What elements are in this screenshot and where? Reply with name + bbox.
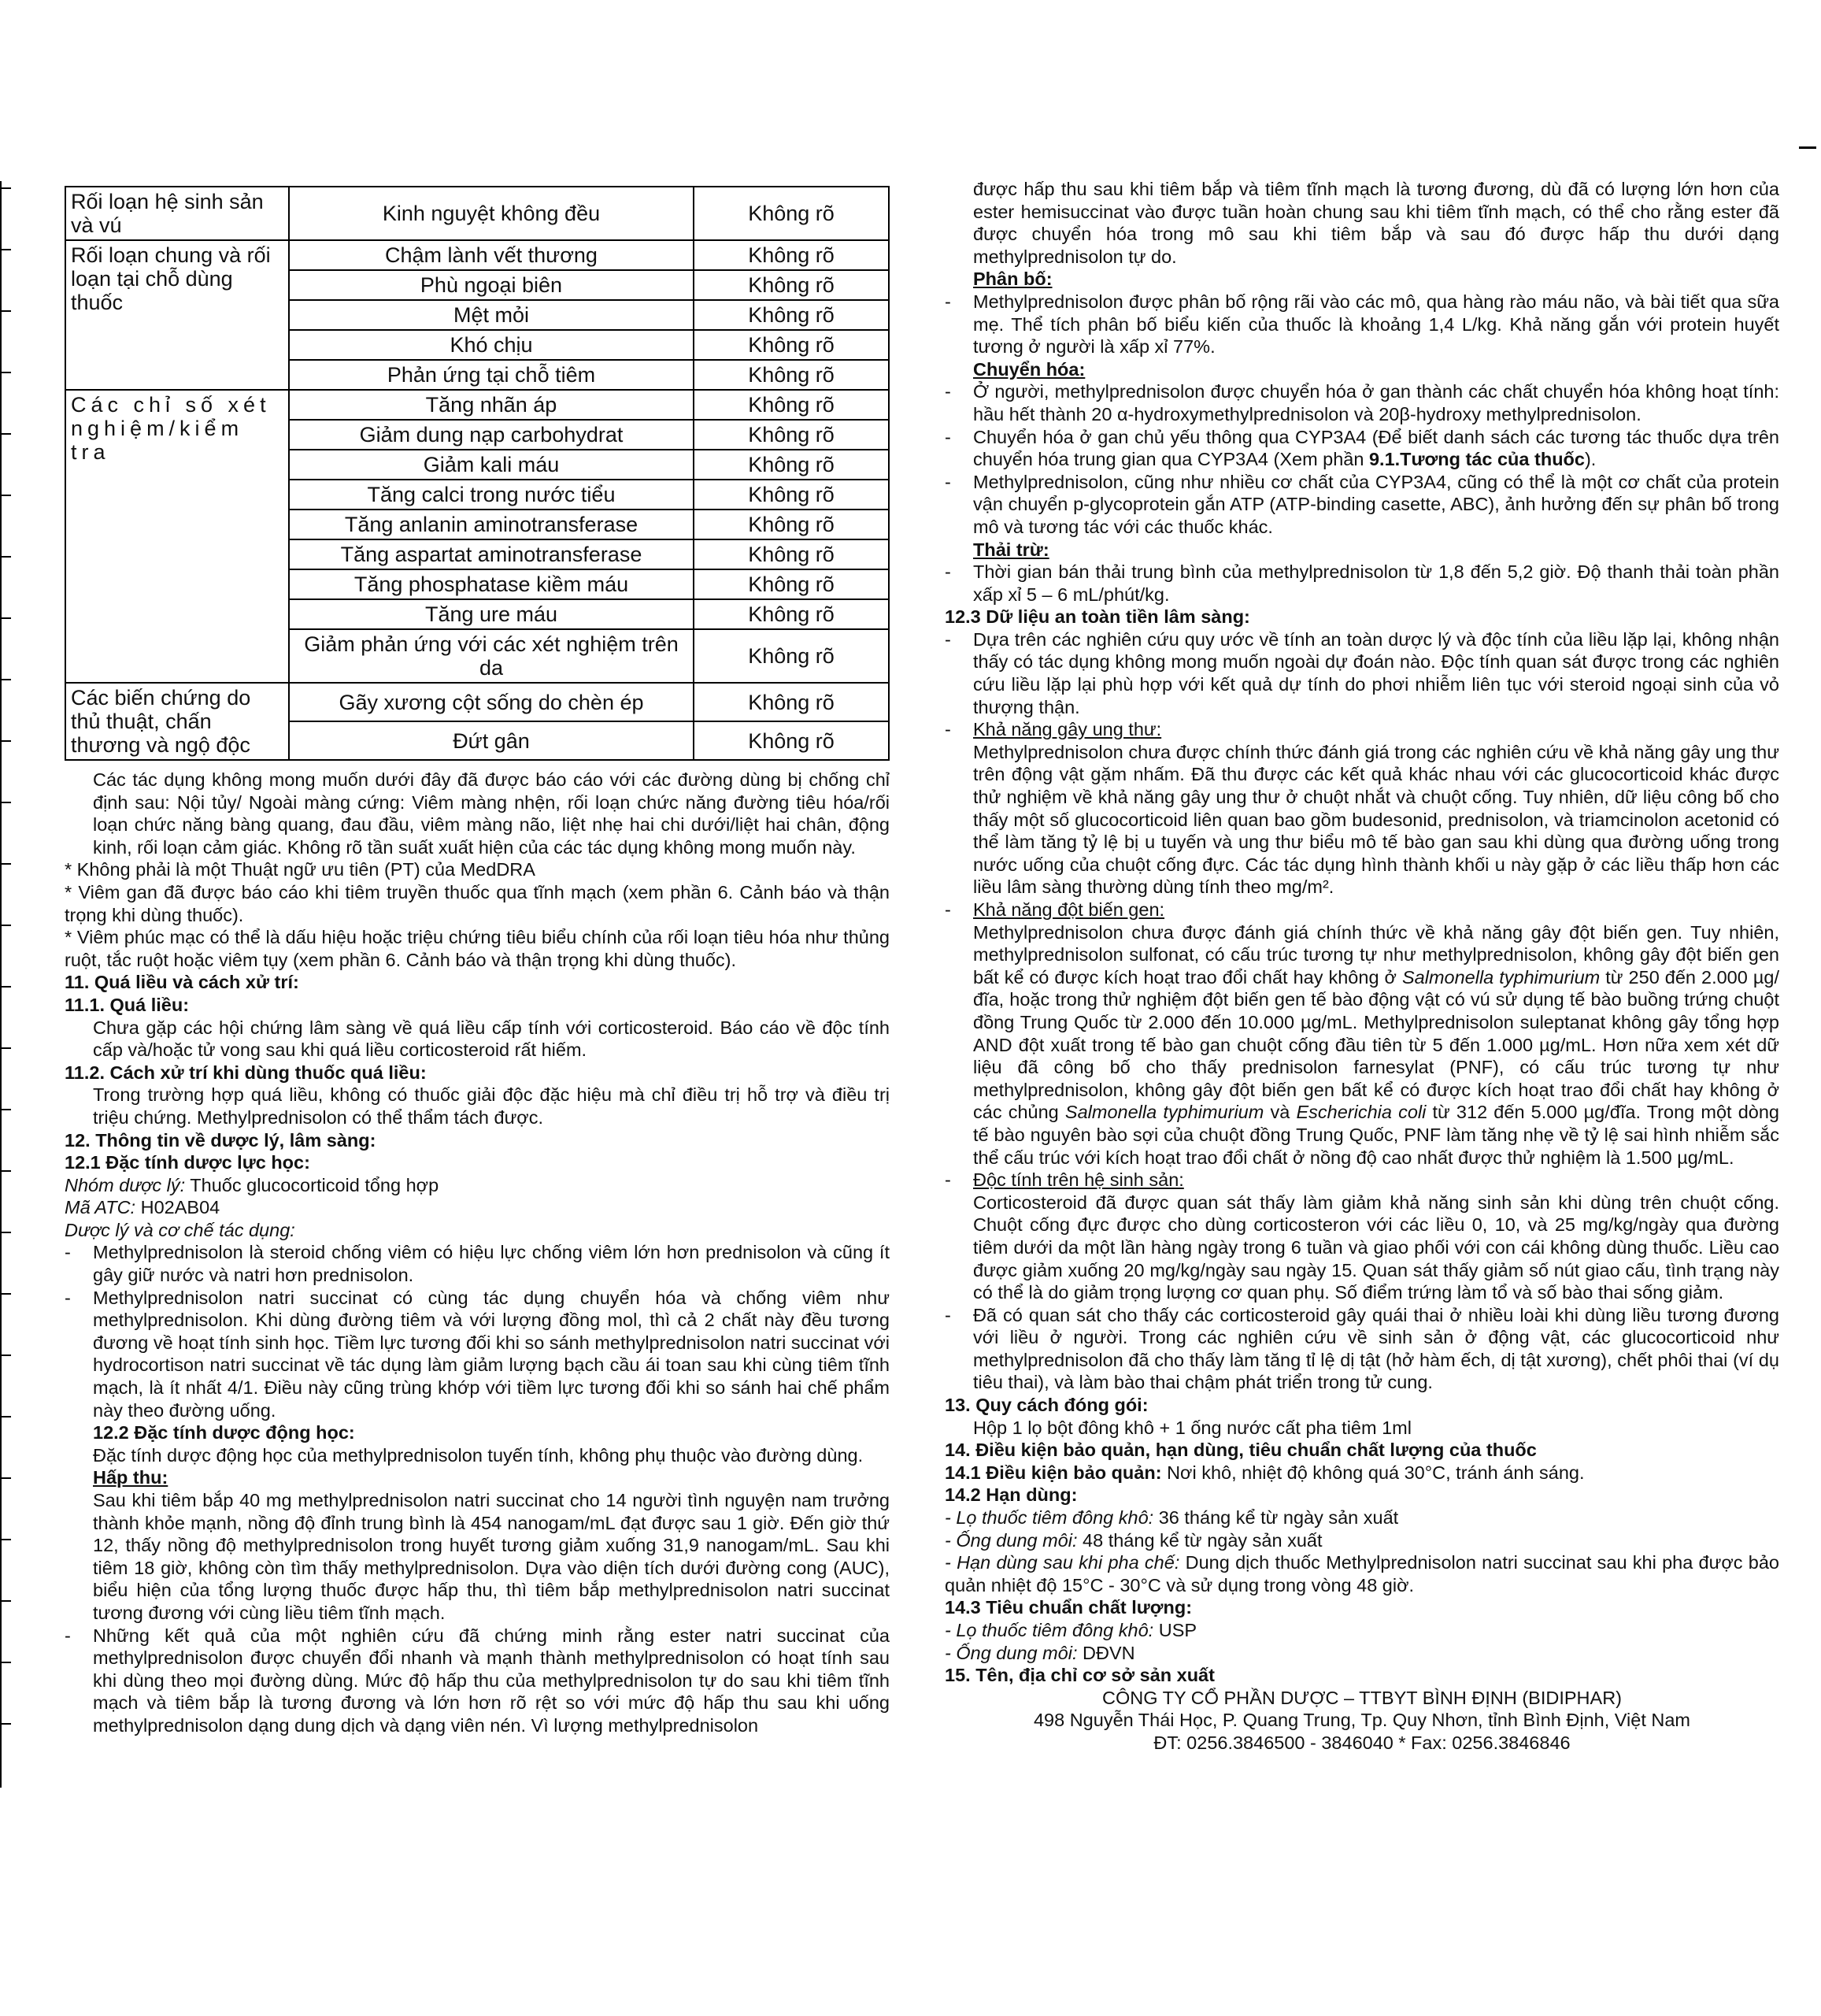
text: Chuyển hóa ở gan chủ yếu thông qua CYP3A4 (Để biết danh sách các tương tác thuốc dựa trên chuyển hóa trung gian qua CYP3A4 (Xem phần bbox=[973, 426, 1779, 470]
edge-tick bbox=[0, 495, 11, 496]
edge-tick bbox=[0, 187, 11, 189]
organ-class-cell: Các biến chứng do thủ thuật, chấn thương và ngộ độc bbox=[65, 683, 289, 760]
edge-tick bbox=[0, 925, 11, 926]
paragraph: Các tác dụng không mong muốn dưới đây đã được báo cáo với các đường dùng bị chống chỉ định sau: Nội tủy/ Ngoài màng cứng: Viêm màng nhện, rối loạn chức năng đường tiêu hóa/rối loạn chức năng bàng quang, đau đầu, viêm màng não, liệt nhẹ hai chi dưới/liệt hai chân, động kinh, rối loạn cảm giác. Không rõ tần suất xuất hiện của các tác dụng không mong muốn này. bbox=[93, 769, 890, 858]
adverse-effect-cell: Gãy xương cột sống do chèn ép bbox=[289, 683, 694, 721]
edge-tick bbox=[0, 1600, 11, 1602]
adverse-effect-cell: Đứt gân bbox=[289, 721, 694, 760]
drug-group-line bbox=[65, 1174, 890, 1197]
heading: 12.3 Dữ liệu an toàn tiền lâm sàng: bbox=[945, 606, 1250, 628]
subheading: Thải trừ: bbox=[973, 539, 1049, 560]
edge-tick bbox=[0, 1662, 11, 1663]
frequency-cell: Không rõ bbox=[694, 270, 889, 300]
edge-tick bbox=[0, 617, 11, 619]
frequency-cell: Không rõ bbox=[694, 187, 889, 240]
edge-tick bbox=[0, 1723, 11, 1725]
table-row bbox=[65, 240, 889, 270]
bullet-heading: - Khả năng gây ung thư: bbox=[945, 718, 1779, 741]
paragraph: được hấp thu sau khi tiêm bắp và tiêm tĩnh mạch là tương đương, dù đã có lượng lớn hơn của ester hemisuccinat vào được tuần hoàn chung sau khi tiêm tĩnh mạch, có thể cho rằng ester đã được chuyển hóa trong mô sau khi tiêm bắp và sau đó được hấp thu dưới dạng methylprednisolon tự do. bbox=[973, 179, 1779, 267]
label: 14.1 Điều kiện bảo quản: bbox=[945, 1462, 1162, 1483]
company-phone: ĐT: 0256.3846500 - 3846040 * Fax: 0256.3846846 bbox=[1153, 1732, 1571, 1753]
heading: 12.2 Đặc tính dược động học: bbox=[93, 1422, 355, 1443]
storage-line bbox=[945, 1462, 1779, 1484]
shelf-life-line bbox=[945, 1551, 1779, 1596]
heading: 14. Điều kiện bảo quản, hạn dùng, tiêu chuẩn chất lượng của thuốc bbox=[945, 1440, 1537, 1461]
adverse-effect-cell: Tăng aspartat aminotransferase bbox=[289, 539, 694, 569]
adverse-effect-cell: Tăng phosphatase kiềm máu bbox=[289, 569, 694, 599]
footnote: * Viêm phúc mạc có thể là dấu hiệu hoặc triệu chứng tiêu biểu chính của rối loạn tiêu hóa như thủng ruột, tắc ruột hoặc viêm tụy (xem phần 6. Cảnh báo và thận trọng khi dùng thuốc). bbox=[65, 927, 890, 970]
standard-line bbox=[945, 1619, 1779, 1642]
subheading: Dược lý và cơ chế tác dụng: bbox=[65, 1219, 295, 1240]
heading: 12. Thông tin về dược lý, lâm sàng: bbox=[65, 1129, 376, 1151]
heading: 15. Tên, địa chỉ cơ sở sản xuất bbox=[945, 1665, 1215, 1686]
heading: 11.1. Quá liều: bbox=[65, 994, 190, 1015]
frequency-cell: Không rõ bbox=[694, 450, 889, 480]
bullet: - Methylprednisolon, cũng như nhiều cơ chất của CYP3A4, cũng có thể là một cơ chất của protein vận chuyển p-glycoprotein gắn ATP (ATP-binding casette, ABC), ảnh hưởng đến sự phân bố trong mô và tương tác với các thuốc khác. bbox=[945, 471, 1779, 539]
standard-line bbox=[945, 1642, 1779, 1665]
text: ). bbox=[1584, 449, 1597, 470]
value: 36 tháng kể từ ngày sản xuất bbox=[1153, 1507, 1399, 1529]
paragraph: Đặc tính dược động học của methylprednisolon tuyến tính, không phụ thuộc vào đường dùng. bbox=[93, 1444, 864, 1466]
edge-tick bbox=[0, 802, 11, 803]
bullet bbox=[945, 426, 1779, 471]
edge-tick bbox=[0, 1047, 11, 1049]
value: H02AB04 bbox=[135, 1197, 220, 1218]
label: - Ống dung môi: bbox=[945, 1529, 1078, 1551]
heading: 11.2. Cách xử trí khi dùng thuốc quá liều: bbox=[65, 1062, 427, 1083]
bullet-heading: - Khả năng đột biến gen: bbox=[945, 899, 1779, 921]
heading: 11. Quá liều và cách xử trí: bbox=[65, 972, 299, 993]
label: - Hạn dùng sau khi pha chế: bbox=[945, 1552, 1180, 1573]
frequency-cell: Không rõ bbox=[694, 569, 889, 599]
frequency-cell: Không rõ bbox=[694, 300, 889, 330]
paragraph: Trong trường hợp quá liều, không có thuốc giải độc đặc hiệu mà chỉ điều trị hỗ trợ và điều trị triệu chứng. Methylprednisolon có thể thẩm tách được. bbox=[93, 1084, 890, 1128]
value: 48 tháng kể từ ngày sản xuất bbox=[1077, 1529, 1323, 1551]
edge-tick bbox=[0, 1170, 11, 1172]
edge-tick bbox=[0, 372, 11, 373]
atc-line bbox=[65, 1196, 890, 1219]
organ-class-cell: Các chỉ số xét nghiệm/kiểm tra bbox=[65, 390, 289, 683]
frequency-cell: Không rõ bbox=[694, 480, 889, 510]
edge-tick bbox=[0, 556, 11, 558]
adverse-effect-cell: Chậm lành vết thương bbox=[289, 240, 694, 270]
adverse-effect-cell: Khó chịu bbox=[289, 330, 694, 360]
text: từ 312 đến 5.000 µg/đĩa. Trong một dòng tế bào nguyên bào sợi của chuột đồng Trung Quốc, PNF làm tăng nhẹ về tỷ lệ sai hình nhiễm sắc thể cấu trúc với kích hoạt trao đổi chất ở nồng độ cao nhất được thử nghiệm là 1.500 µg/mL. bbox=[973, 1102, 1779, 1168]
edge-tick bbox=[0, 1477, 11, 1479]
heading: 13. Quy cách đóng gói: bbox=[945, 1395, 1149, 1416]
species-name: Escherichia coli bbox=[1296, 1102, 1427, 1123]
right-column bbox=[945, 178, 1779, 1755]
label: - Lọ thuốc tiêm đông khô: bbox=[945, 1620, 1154, 1640]
bullet: - Đã có quan sát cho thấy các corticosteroid gây quái thai ở nhiều loài khi dùng liều tương đương với liều ở người. Trong các nghiên cứu về sinh sản ở động vật, các glucocorticoid như methylprednisolon đã cho thấy làm tăng tỉ lệ dị tật (hở hàm ếch, dị tật xương), chết phôi thai (ví dụ tiêu thai), và làm bào thai chậm phát triển trong tử cung. bbox=[945, 1304, 1779, 1394]
text: Methylprednisolon chưa được đánh giá chính thức về khả năng gây đột biến gen. Tuy nhiên, methylprednisolon sulfonat, có cấu trúc tương tự như methylprednisolon, không gây đột biến gen bất kể có được kích hoạt trao đổi chất hay không ở bbox=[973, 921, 1779, 988]
label: - Lọ thuốc tiêm đông khô: bbox=[945, 1507, 1154, 1529]
value: Thuốc glucocorticoid tổng hợp bbox=[185, 1174, 439, 1195]
bullet: - Methylprednisolon là steroid chống viêm có hiệu lực chống viêm lớn hơn prednisolon và cũng ít gây giữ nước và natri hơn prednisolon. bbox=[65, 1241, 890, 1286]
company-name: CÔNG TY CỔ PHẦN DƯỢC – TTBYT BÌNH ĐỊNH (BIDIPHAR) bbox=[1101, 1687, 1622, 1708]
table-row bbox=[65, 390, 889, 420]
adverse-effect-cell: Phù ngoại biên bbox=[289, 270, 694, 300]
frequency-cell: Không rõ bbox=[694, 721, 889, 760]
adverse-effects-table bbox=[65, 186, 890, 761]
value: Nơi khô, nhiệt độ không quá 30°C, tránh ánh sáng. bbox=[1161, 1462, 1585, 1483]
frequency-cell: Không rõ bbox=[694, 390, 889, 420]
text: từ 250 đến 2.000 µg/đĩa, hoặc trong thử nghiệm đột biến gen tế bào động vật có vú sử dụng tế bào buồng trứng chuột đồng Trung Quốc từ 2.000 đến 10.000 µg/mL. Methylprednisolon suleptanat không gây tổng hợp AND đột xuất trong tế bào gan chuột cống đầu tiên từ 5 đến 1.000 µg/mL. Hơn nữa xem xét dữ liệu đã công bố cho thấy prednisolon farnesylat (PNF), có cấu trúc tương tự như methylprednisolon, không gây đột biến gen bất kể có được kích hoạt trao đổi chất hay không ở các chủng bbox=[973, 966, 1779, 1123]
edge-tick bbox=[0, 1539, 11, 1540]
bullet: - Methylprednisolon natri succinat có cùng tác dụng chuyển hóa và chống viêm như methylprednisolon. Khi dùng đường tiêm và với lượng đồng mol, thì cả 2 chất này đều tương đương về hoạt tính sinh học. Tiềm lực tương đối khi so sánh methylprednisolon natri succinat với hydrocortison natri succinat về tác dụng làm giảm lượng bạch cầu ái toan sau khi cùng tiêm tĩnh mạch, là ít nhất 4/1. Điều này cũng trùng khớp với tiềm lực tương đối khi so sánh hai chế phẩm này theo đường uống. bbox=[65, 1287, 890, 1422]
heading: 12.1 Đặc tính dược lực học: bbox=[65, 1152, 310, 1173]
adverse-effect-cell: Tăng anlanin aminotransferase bbox=[289, 510, 694, 539]
subheading: Phân bố: bbox=[973, 269, 1053, 290]
bullet: - Dựa trên các nghiên cứu quy ước về tính an toàn dược lý và độc tính của liều lặp lại, không nhận thấy có tác dụng không mong muốn ngoài dự đoán nào. Độc tính quan sát được trong các nghiên cứu liều lặp lại phù hợp với kết quả dự tính do phơi nhiễm liên tục với steroid ngoại sinh của vỏ thượng thận. bbox=[945, 628, 1779, 718]
species-name: Salmonella typhimurium bbox=[1401, 966, 1601, 988]
crop-mark bbox=[1799, 146, 1816, 149]
adverse-effect-cell: Giảm phản ứng với các xét nghiệm trên da bbox=[289, 629, 694, 683]
adverse-effect-cell: Giảm dung nạp carbohydrat bbox=[289, 420, 694, 450]
organ-class-cell: Rối loạn hệ sinh sản và vú bbox=[65, 187, 289, 240]
adverse-effect-cell: Tăng calci trong nước tiểu bbox=[289, 480, 694, 510]
adverse-effect-cell: Giảm kali máu bbox=[289, 450, 694, 480]
frequency-cell: Không rõ bbox=[694, 330, 889, 360]
subheading: Hấp thu: bbox=[93, 1467, 168, 1488]
edge-tick bbox=[0, 679, 11, 680]
table-row bbox=[65, 187, 889, 240]
paragraph: Corticosteroid đã được quan sát thấy làm giảm khả năng sinh sản khi dùng trên chuột cống. Chuột cống đực được cho dùng corticosteron với các liều 0, 10, và 25 mg/kg/ngày qua đường tiêm dưới da một lần hàng ngày trong 6 tuần và giao phối với con cái không dùng thuốc. Liều cao được giảm xuống 20 mg/kg/ngày sau ngày 15. Quan sát thấy giảm số nút giao cấu, tình trạng này có thể là do giảm trọng lượng cơ quan phụ. Số điểm trứng làm tổ và số bào thai sống giảm. bbox=[973, 1191, 1779, 1303]
edge-tick bbox=[0, 1232, 11, 1233]
edge-tick bbox=[0, 433, 11, 435]
page-edge-line bbox=[0, 181, 2, 1788]
paragraph: Sau khi tiêm bắp 40 mg methylprednisolon natri succinat cho 14 người tình nguyện nam trưởng thành khỏe mạnh, nồng độ đỉnh trung bình là 454 nanogam/mL đạt được sau 1 giờ. Đến giờ thứ 12, thấy nồng độ methylprednisolon trong huyết tương giảm xuống 31,9 nanogam/mL. Sau khi tiêm 18 giờ, không còn tìm thấy methylprednisolon. Dựa vào diện tích dưới đường cong (AUC), biểu hiện của tổng lượng thuốc được hấp thu, thì tiêm bắp methylprednisolon natri succinat tương đương với cùng liều tiêm tĩnh mạch. bbox=[93, 1490, 890, 1623]
footnote: * Không phải là một Thuật ngữ ưu tiên (PT) của MedDRA bbox=[65, 859, 535, 880]
adverse-effect-cell: Mệt mỏi bbox=[289, 300, 694, 330]
left-column bbox=[65, 186, 890, 1737]
adverse-effect-cell: Tăng nhãn áp bbox=[289, 390, 694, 420]
shelf-life-line bbox=[945, 1506, 1779, 1529]
label: Mã ATC: bbox=[65, 1197, 136, 1218]
edge-tick bbox=[0, 1354, 11, 1356]
cross-reference: 9.1.Tương tác của thuốc bbox=[1368, 449, 1585, 470]
organ-class-cell: Rối loạn chung và rối loạn tại chỗ dùng thuốc bbox=[65, 240, 289, 390]
text: và bbox=[1264, 1102, 1297, 1123]
bullet: - Những kết quả của một nghiên cứu đã chứng minh rằng ester natri succinat của methylprednisolon được chuyển đổi nhanh và mạnh thành methylprednisolon có hoạt tính sau khi dùng theo mọi đường dùng. Mức độ hấp thu của methylprednisolon tự do sau khi tiêm tĩnh mạch và tiêm bắp là tương đương và lớn hơn rõ rệt so với mức độ hấp thu sau khi uống methylprednisolon dạng dung dịch và dạng viên nén. Vì lượng methylprednisolon bbox=[65, 1625, 890, 1737]
edge-tick bbox=[0, 1416, 11, 1418]
value: DĐVN bbox=[1077, 1642, 1135, 1663]
right-text bbox=[945, 178, 1779, 1755]
frequency-cell: Không rõ bbox=[694, 360, 889, 390]
frequency-cell: Không rõ bbox=[694, 629, 889, 683]
value: USP bbox=[1153, 1620, 1197, 1640]
frequency-cell: Không rõ bbox=[694, 599, 889, 629]
label: Nhóm dược lý: bbox=[65, 1174, 186, 1195]
edge-tick bbox=[0, 1293, 11, 1295]
paragraph: Methylprednisolon chưa được chính thức đánh giá trong các nghiên cứu về khả năng gây ung thư trên động vật gặm nhấm. Đã thu được các kết quả khác nhau với các glucocorticoid khác được thử nghiệm về khả năng gây ung thư ở chuột nhắt và chuột cống. Tuy nhiên, dữ liệu công bố cho thấy một số glucocorticoid liên quan bao gồm budesonid, prednisolon, và triamcinolon acetonid có thể làm tăng tỷ lệ bị u tuyến và ung thư biểu mô tế bào gan sau khi dùng qua đường uống trong nước uống của chuột cống đực. Các tác dụng hình thành khối u này gặp ở các liều thấp hơn các liều lâm sàng thường dùng tính theo mg/m². bbox=[973, 741, 1779, 898]
frequency-cell: Không rõ bbox=[694, 420, 889, 450]
frequency-cell: Không rõ bbox=[694, 539, 889, 569]
edge-tick bbox=[0, 986, 11, 988]
subheading: Chuyển hóa: bbox=[973, 358, 1086, 380]
paragraph: Hộp 1 lọ bột đông khô + 1 ống nước cất pha tiêm 1ml bbox=[973, 1417, 1412, 1438]
paragraph: Chưa gặp các hội chứng lâm sàng về quá liều cấp tính với corticosteroid. Báo cáo về độc tính cấp và/hoặc tử vong sau khi quá liều corticosteroid rất hiếm. bbox=[93, 1017, 890, 1061]
bullet-heading: - Độc tính trên hệ sinh sản: bbox=[945, 1169, 1779, 1191]
paragraph bbox=[945, 921, 1779, 1169]
edge-tick bbox=[0, 249, 11, 250]
edge-tick bbox=[0, 863, 11, 865]
value: Dung dịch thuốc Methylprednisolon natri succinat sau khi pha được bảo quản nhiệt độ 15°C - 30°C và sử dụng trong vòng 48 giờ. bbox=[945, 1552, 1779, 1595]
label: - Ống dung môi: bbox=[945, 1642, 1078, 1663]
frequency-cell: Không rõ bbox=[694, 683, 889, 721]
footnote: * Viêm gan đã được báo cáo khi tiêm truyền thuốc qua tĩnh mạch (xem phần 6. Cảnh báo và thận trọng khi dùng thuốc). bbox=[65, 881, 890, 925]
heading: 14.2 Hạn dùng: bbox=[945, 1484, 1078, 1506]
adverse-effect-cell: Phản ứng tại chỗ tiêm bbox=[289, 360, 694, 390]
edge-tick bbox=[0, 310, 11, 312]
adverse-effect-cell: Tăng ure máu bbox=[289, 599, 694, 629]
company-address: 498 Nguyễn Thái Học, P. Quang Trung, Tp. Quy Nhơn, tỉnh Bình Định, Việt Nam bbox=[1033, 1710, 1691, 1731]
shelf-life-line bbox=[945, 1529, 1779, 1552]
left-text bbox=[65, 769, 890, 1737]
heading: 14.3 Tiêu chuẩn chất lượng: bbox=[945, 1597, 1193, 1618]
bullet: - Methylprednisolon được phân bố rộng rãi vào các mô, qua hàng rào máu não, và bài tiết qua sữa mẹ. Thể tích phân bố biểu kiến của thuốc là khoảng 1,4 L/kg. Khả năng gắn với protein huyết tương ở người là xấp xỉ 77%. bbox=[945, 291, 1779, 358]
table-row bbox=[65, 683, 889, 721]
species-name: Salmonella typhimurium bbox=[1064, 1102, 1264, 1123]
frequency-cell: Không rõ bbox=[694, 240, 889, 270]
edge-tick bbox=[0, 740, 11, 742]
edge-tick bbox=[0, 1109, 11, 1110]
adverse-effect-cell: Kinh nguyệt không đều bbox=[289, 187, 694, 240]
frequency-cell: Không rõ bbox=[694, 510, 889, 539]
bullet: - Thời gian bán thải trung bình của methylprednisolon từ 1,8 đến 5,2 giờ. Độ thanh thải toàn phần xấp xỉ 5 – 6 mL/phút/kg. bbox=[945, 561, 1779, 606]
bullet: - Ở người, methylprednisolon được chuyển hóa ở gan thành các chất chuyển hóa không hoạt tính: hầu hết thành 20 α-hydroxymethylprednisolon và 20β-hydroxy methylprednisolon. bbox=[945, 380, 1779, 425]
